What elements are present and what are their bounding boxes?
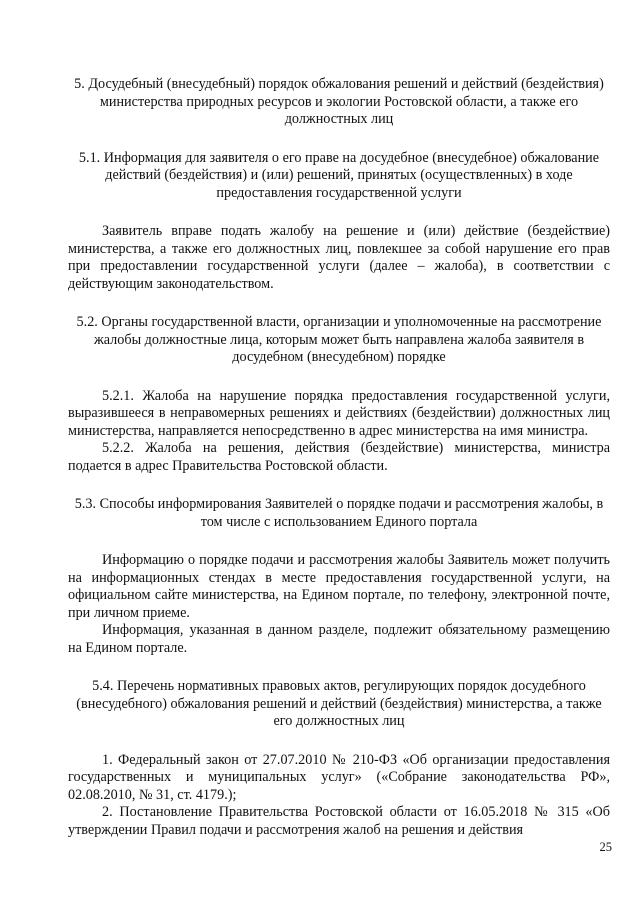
section-5-3-paragraph-2: Информация, указанная в данном разделе, подлежит обязательному размещению на Едином портале.	[68, 622, 610, 656]
section-5-2-2-paragraph: 5.2.2. Жалоба на решения, действия (бездействие) министерства, министра подается в адрес Правительства Ростовской области.	[68, 440, 610, 474]
section-5-2-1-paragraph: 5.2.1. Жалоба на нарушение порядка предоставления государственной услуги, выразившееся в неправомерных решениях и действиях (бездействии) должностных лиц министерства, направляется непосредственно в адрес министерства на имя министра.	[68, 387, 610, 439]
section-5-3-heading: 5.3. Способы информирования Заявителей о порядке подачи и рассмотрения жалобы, в том числе с использованием Единого портала	[74, 496, 604, 530]
section-5-2-heading: 5.2. Органы государственной власти, организации и уполномоченные на рассмотрение жалобы должностные лица, которым может быть направлена жалоба заявителя в досудебном (внесудебном) порядке	[76, 314, 602, 365]
section-5-4-item-1: 1. Федеральный закон от 27.07.2010 № 210-ФЗ «Об организации предоставления государственных и муниципальных услуг» («Собрание законодательства РФ», 02.08.2010, № 31, ст. 4179.);	[68, 751, 610, 803]
page-number: 25	[599, 840, 612, 854]
section-5-3-paragraph-1: Информацию о порядке подачи и рассмотрения жалобы Заявитель может получить на информационных стендах в месте предоставления государственной услуги, на официальном сайте министерства, на Едином портале, по телефону, электронной почте, при личном приеме.	[68, 552, 610, 621]
section-5-heading: 5. Досудебный (внесудебный) порядок обжалования решений и действий (бездействия) министерства природных ресурсов и экологии Ростовской области, а также его должностных лиц	[74, 76, 604, 127]
section-5-1-heading: 5.1. Информация для заявителя о его праве на досудебное (внесудебное) обжалование действий (бездействия) и (или) решений, принятых (осуществленных) в ходе предоставления государственной услуги	[78, 149, 600, 201]
section-5-4-item-2: 2. Постановление Правительства Ростовской области от 16.05.2018 № 315 «Об утверждении Правил подачи и рассмотрения жалоб на решения и действия	[68, 804, 610, 838]
section-5-4-heading: 5.4. Перечень нормативных правовых актов, регулирующих порядок досудебного (внесудебного) обжалования решений и действий (бездействия) министерства, а также его должностных лиц	[76, 678, 602, 729]
section-5-1-paragraph: Заявитель вправе подать жалобу на решение и (или) действие (бездействие) министерства, а также его должностных лиц, повлекшее за собой нарушение его прав при предоставлении государственной услуги (далее – жалоба), в соответствии с действующим законодательством.	[68, 223, 610, 292]
